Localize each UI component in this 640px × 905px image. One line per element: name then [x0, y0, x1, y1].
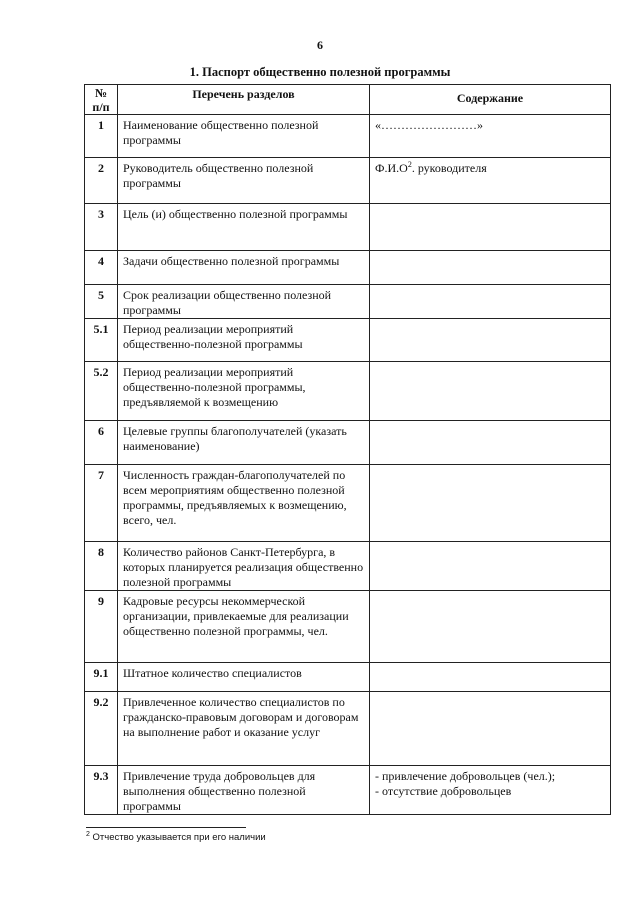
- table-row: [85, 421, 611, 465]
- row-section-name: Кадровые ресурсы некоммерческой организации, привлекаемые для реализации общественно полезной программы, чел.: [118, 591, 370, 663]
- row-section-name: Численность граждан-благополучателей по всем мероприятиям общественно полезной программы, предъявляемых к возмещению, всего, чел.: [118, 465, 370, 542]
- header-number-abbrev: п/п: [92, 100, 110, 114]
- row-content: [370, 465, 611, 542]
- row-section-name: Период реализации мероприятий общественно-полезной программы, предъявляемой к возмещению: [118, 362, 370, 421]
- footnote: [86, 832, 266, 843]
- row-content: [370, 251, 611, 285]
- table-row: [85, 663, 611, 692]
- document-title: 1. Паспорт общественно полезной программы: [189, 65, 451, 79]
- table-row: [85, 115, 611, 158]
- row-content-text: «……………………»: [375, 118, 483, 132]
- header-number-sign: №: [94, 86, 108, 100]
- passport-table: [84, 84, 611, 815]
- row-number: 1: [85, 115, 118, 158]
- row-number: 5: [85, 285, 118, 319]
- row-section-name: Целевые группы благополучателей (указать наименование): [118, 421, 370, 465]
- row-section-name: Цель (и) общественно полезной программы: [118, 204, 370, 251]
- table-row: [85, 158, 611, 204]
- row-content: [370, 591, 611, 663]
- row-number: 2: [85, 158, 118, 204]
- row-content: [370, 204, 611, 251]
- row-number: 5.2: [85, 362, 118, 421]
- table-row: [85, 465, 611, 542]
- table-row: [85, 251, 611, 285]
- table-row: [85, 591, 611, 663]
- volunteers-absent-option: - отсутствие добровольцев: [375, 784, 512, 798]
- row-number: 5.1: [85, 319, 118, 362]
- page-number: 6: [317, 38, 323, 52]
- table-row: [85, 766, 611, 815]
- table-row: [85, 204, 611, 251]
- row-content: [370, 115, 611, 158]
- row-content-text-after: . руководителя: [411, 161, 487, 175]
- footnote-reference: 2: [407, 160, 412, 169]
- row-number: 9: [85, 591, 118, 663]
- row-number: 9.3: [85, 766, 118, 815]
- row-section-name: Привлечение труда добровольцев для выполнения общественно полезной программы: [118, 766, 370, 815]
- table-row: [85, 285, 611, 319]
- footnote-divider: [86, 827, 246, 828]
- footnote-text: Отчество указывается при его наличии: [89, 832, 266, 843]
- row-content: [370, 285, 611, 319]
- row-number: 7: [85, 465, 118, 542]
- table-row: [85, 542, 611, 591]
- row-number: 6: [85, 421, 118, 465]
- table-row: [85, 362, 611, 421]
- table-row: [85, 319, 611, 362]
- row-content: [370, 158, 611, 204]
- row-content: [370, 421, 611, 465]
- row-number: 9.2: [85, 692, 118, 766]
- row-number: 3: [85, 204, 118, 251]
- row-content-text: Ф.И.О: [375, 161, 408, 175]
- row-section-name: Наименование общественно полезной программы: [118, 115, 370, 158]
- row-section-name: Количество районов Санкт-Петербурга, в которых планируется реализация общественно полезной программы: [118, 542, 370, 591]
- header-sections-cell: Перечень разделов: [118, 85, 370, 115]
- volunteers-involved-option: - привлечение добровольцев (чел.);: [375, 769, 556, 783]
- row-section-name: Задачи общественно полезной программы: [118, 251, 370, 285]
- footnote-mark: 2: [86, 830, 90, 838]
- table-row: [85, 692, 611, 766]
- table-header-row: [85, 85, 611, 115]
- header-content-cell: Содержание: [370, 85, 611, 115]
- row-content: [370, 362, 611, 421]
- row-section-name: Руководитель общественно полезной программы: [118, 158, 370, 204]
- row-section-name: Срок реализации общественно полезной программы: [118, 285, 370, 319]
- header-number-cell: [85, 85, 118, 115]
- row-number: 8: [85, 542, 118, 591]
- row-section-name: Привлеченное количество специалистов по гражданско-правовым договорам и договорам на выполнение работ и оказание услуг: [118, 692, 370, 766]
- row-content: [370, 319, 611, 362]
- row-section-name: Штатное количество специалистов: [118, 663, 370, 692]
- row-number: 4: [85, 251, 118, 285]
- row-content: [370, 692, 611, 766]
- row-content: [370, 542, 611, 591]
- row-number: 9.1: [85, 663, 118, 692]
- row-section-name: Период реализации мероприятий общественно-полезной программы: [118, 319, 370, 362]
- row-content: [370, 663, 611, 692]
- row-content: [370, 766, 611, 815]
